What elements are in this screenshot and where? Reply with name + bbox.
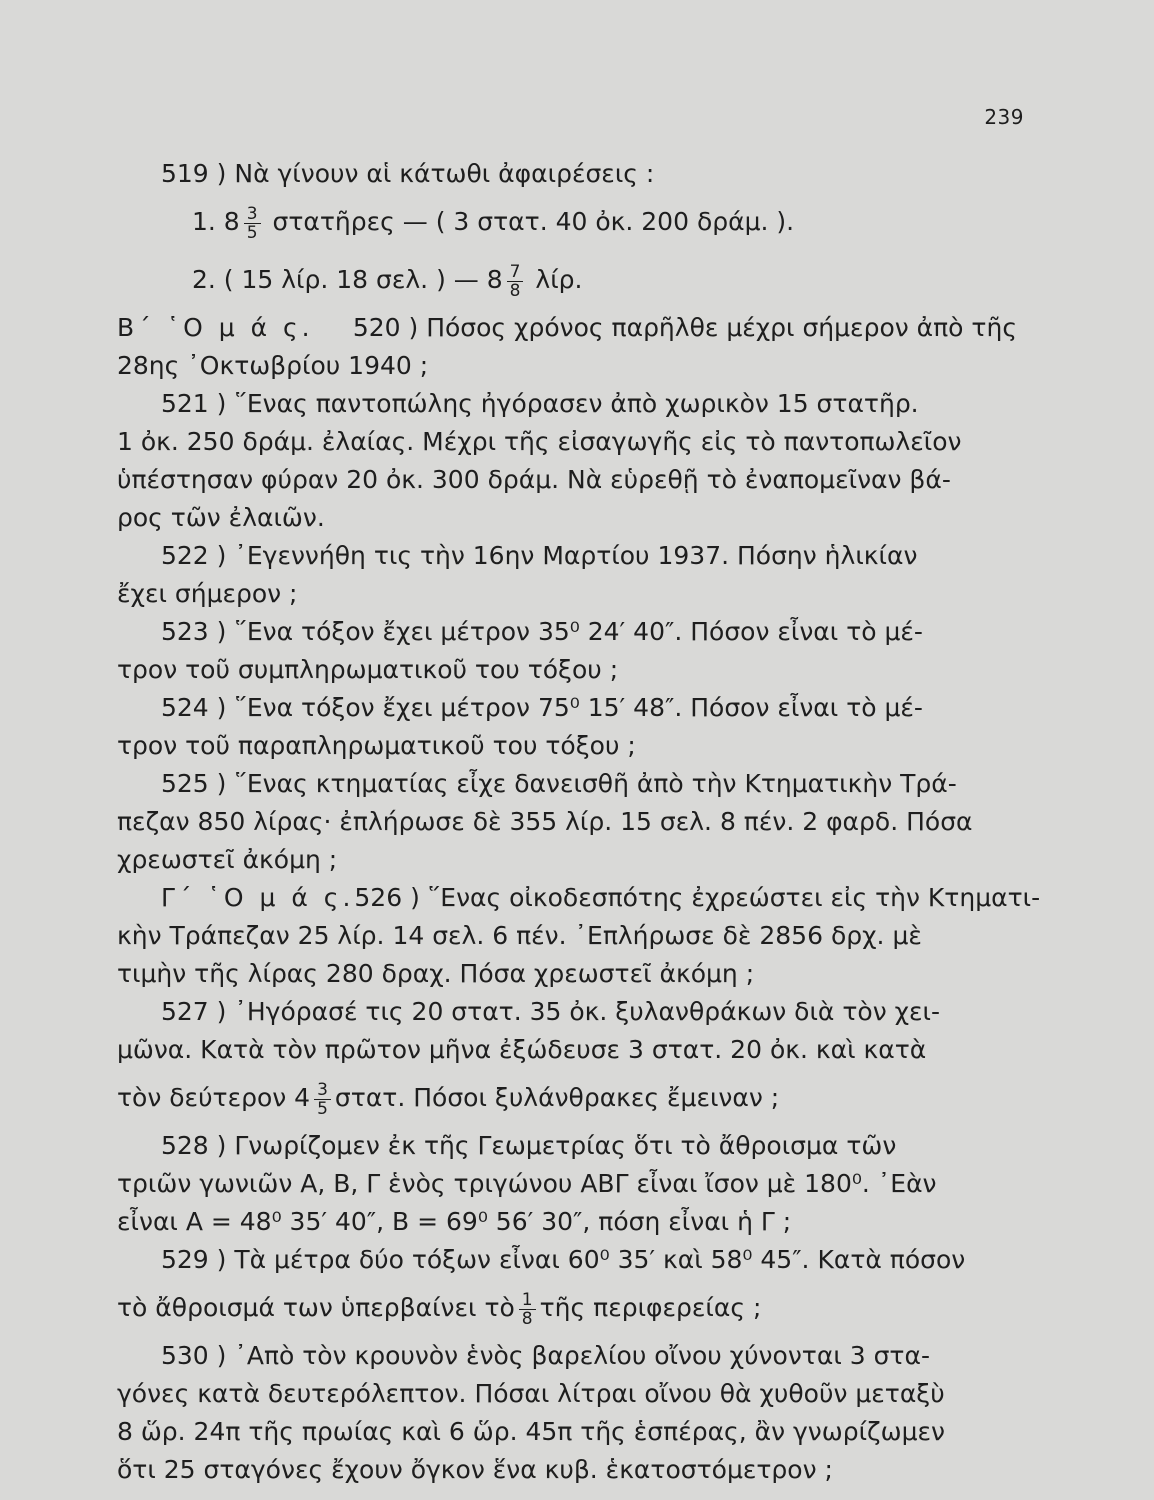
item-1-prefix: 1. 8 (192, 207, 240, 236)
line-5: 28ης ᾿Οκτωβρίου 1940 ; (117, 351, 429, 380)
line-15: τρον τοῦ παραπληρωματικοῦ του τόξου ; (117, 731, 636, 760)
page-number: 239 (984, 105, 1024, 129)
line-522: 522 ) ᾿Εγεννήθη τις τὴν 16ην Μαρτίου 1937. Πόσην ἡλικίαν (161, 541, 918, 570)
line-18: χρεωστεῖ ἀκόμη ; (117, 845, 338, 874)
line-17: πεζαν 850 λίρας· ἐπλήρωσε δὲ 355 λίρ. 15 σελ. 8 πέν. 2 φαρδ. Πόσα (117, 807, 973, 836)
item-1-rest: στατῆρες — ( 3 στατ. 40 ὀκ. 200 δράμ. ). (272, 207, 795, 236)
fraction-3-5-b: $\frac{3}{5}$ (314, 1081, 331, 1118)
line-group-c-526 (117, 879, 1041, 917)
line-9: ρος τῶν ἐλαιῶν. (117, 503, 325, 532)
line-20: κὴν Τράπεζαν 25 λίρ. 14 σελ. 6 πέν. ᾿Επλήρωσε δὲ 2856 δρχ. μὲ (117, 921, 922, 950)
fraction-3-5: $\frac{3}{5}$ (244, 205, 261, 242)
fraction-7-8: $\frac{7}{8}$ (507, 263, 524, 300)
line-523: 523 ) ῞Ενα τόξον ἔχει μέτρον 35⁰ 24′ 40″. Πόσον εἶναι τὸ μέ- (161, 617, 923, 646)
exercise-text (117, 155, 1041, 1489)
line-521: 521 ) ῞Ενας παντοπώλης ἠγόρασεν ἀπὸ χωρικὸν 15 στατῆρ. (161, 389, 919, 418)
line-27: εἶναι Α = 48⁰ 35′ 40″, Β = 69⁰ 56′ 30″, πόση εἶναι ἡ Γ ; (117, 1207, 792, 1236)
line-530: 530 ) ᾿Απὸ τὸν κρουνὸν ἑνὸς βαρελίου οἴνου χύνονται 3 στα- (161, 1341, 930, 1370)
line-527: 527 ) ᾿Ηγόρασέ τις 20 στατ. 35 ὀκ. ξυλανθράκων διὰ τὸν χει- (161, 997, 941, 1026)
line-24: τὸν δεύτερον 4 $\frac{3}{5}$ στατ. Πόσοι ξυλάνθρακες ἔμειναν ; (117, 1079, 780, 1119)
group-b-heading: Β΄ ῾Ο μ ά ς. (117, 313, 314, 342)
line-11: ἔχει σήμερον ; (117, 579, 298, 608)
line-29: τὸ ἄθροισμά των ὑπερβαίνει τὸ $\frac{1}{8}$ τῆς περιφερείας ; (117, 1289, 762, 1329)
line-31: γόνες κατὰ δευτερόλεπτον. Πόσαι λίτραι οἴνου θὰ χυθοῦν μεταξὺ (117, 1379, 945, 1408)
line-32: 8 ὥρ. 24π τῆς πρωίας καὶ 6 ὥρ. 45π τῆς ἑσπέρας, ἂν γνωρίζωμεν (117, 1417, 945, 1446)
line-524: 524 ) ῞Ενα τόξον ἔχει μέτρον 75⁰ 15′ 48″. Πόσον εἶναι τὸ μέ- (161, 693, 923, 722)
item-2-rest: λίρ. (535, 265, 583, 294)
line-529: 529 ) Τὰ μέτρα δύο τόξων εἶναι 60⁰ 35′ καὶ 58⁰ 45″. Κατὰ πόσον (161, 1245, 966, 1274)
exercise-526: 526 ) ῞Ενας οἰκοδεσπότης ἐχρεώστει εἰς τὴν Κτηματι- (354, 883, 1041, 912)
line-group-b-520 (117, 309, 1017, 347)
line-33: ὅτι 25 σταγόνες ἔχουν ὄγκον ἕνα κυβ. ἑκατοστόμετρον ; (117, 1455, 833, 1484)
line-519-item-1 (117, 193, 1017, 251)
line-13: τρον τοῦ συμπληρωματικοῦ του τόξου ; (117, 655, 619, 684)
item-2-prefix: 2. ( 15 λίρ. 18 σελ. ) — 8 (192, 265, 503, 294)
line-528: 528 ) Γνωρίζομεν ἐκ τῆς Γεωμετρίας ὅτι τὸ ἄθροισμα τῶν (161, 1131, 897, 1160)
fraction-1-8: $\frac{1}{8}$ (519, 1291, 536, 1328)
line-7: 1 ὀκ. 250 δράμ. ἐλαίας. Μέχρι τῆς εἰσαγωγῆς εἰς τὸ παντοπωλεῖον (117, 427, 962, 456)
exercise-520: 520 ) Πόσος χρόνος παρῆλθε μέχρι σήμερον ἀπὸ τῆς (352, 313, 1017, 342)
line-26: τριῶν γωνιῶν Α, Β, Γ ἑνὸς τριγώνου ΑΒΓ εἶναι ἴσον μὲ 180⁰. ᾿Εὰν (117, 1169, 937, 1198)
line-519-item-2 (117, 251, 1017, 309)
line-525: 525 ) ῞Ενας κτηματίας εἶχε δανεισθῆ ἀπὸ τὴν Κτηματικὴν Τρά- (161, 769, 957, 798)
line-519: 519 ) Νὰ γίνουν αἱ κάτωθι ἀφαιρέσεις : (161, 159, 655, 188)
line-8: ὑπέστησαν φύραν 20 ὀκ. 300 δράμ. Νὰ εὑρεθῇ τὸ ἐναπομεῖναν βά- (117, 465, 951, 494)
line-21: τιμὴν τῆς λίρας 280 δραχ. Πόσα χρεωστεῖ ἀκόμη ; (117, 959, 755, 988)
group-c-heading: Γ΄ ῾Ο μ ά ς. (161, 883, 355, 912)
line-23: μῶνα. Κατὰ τὸν πρῶτον μῆνα ἐξώδευσε 3 στατ. 20 ὀκ. καὶ κατὰ (117, 1035, 927, 1064)
